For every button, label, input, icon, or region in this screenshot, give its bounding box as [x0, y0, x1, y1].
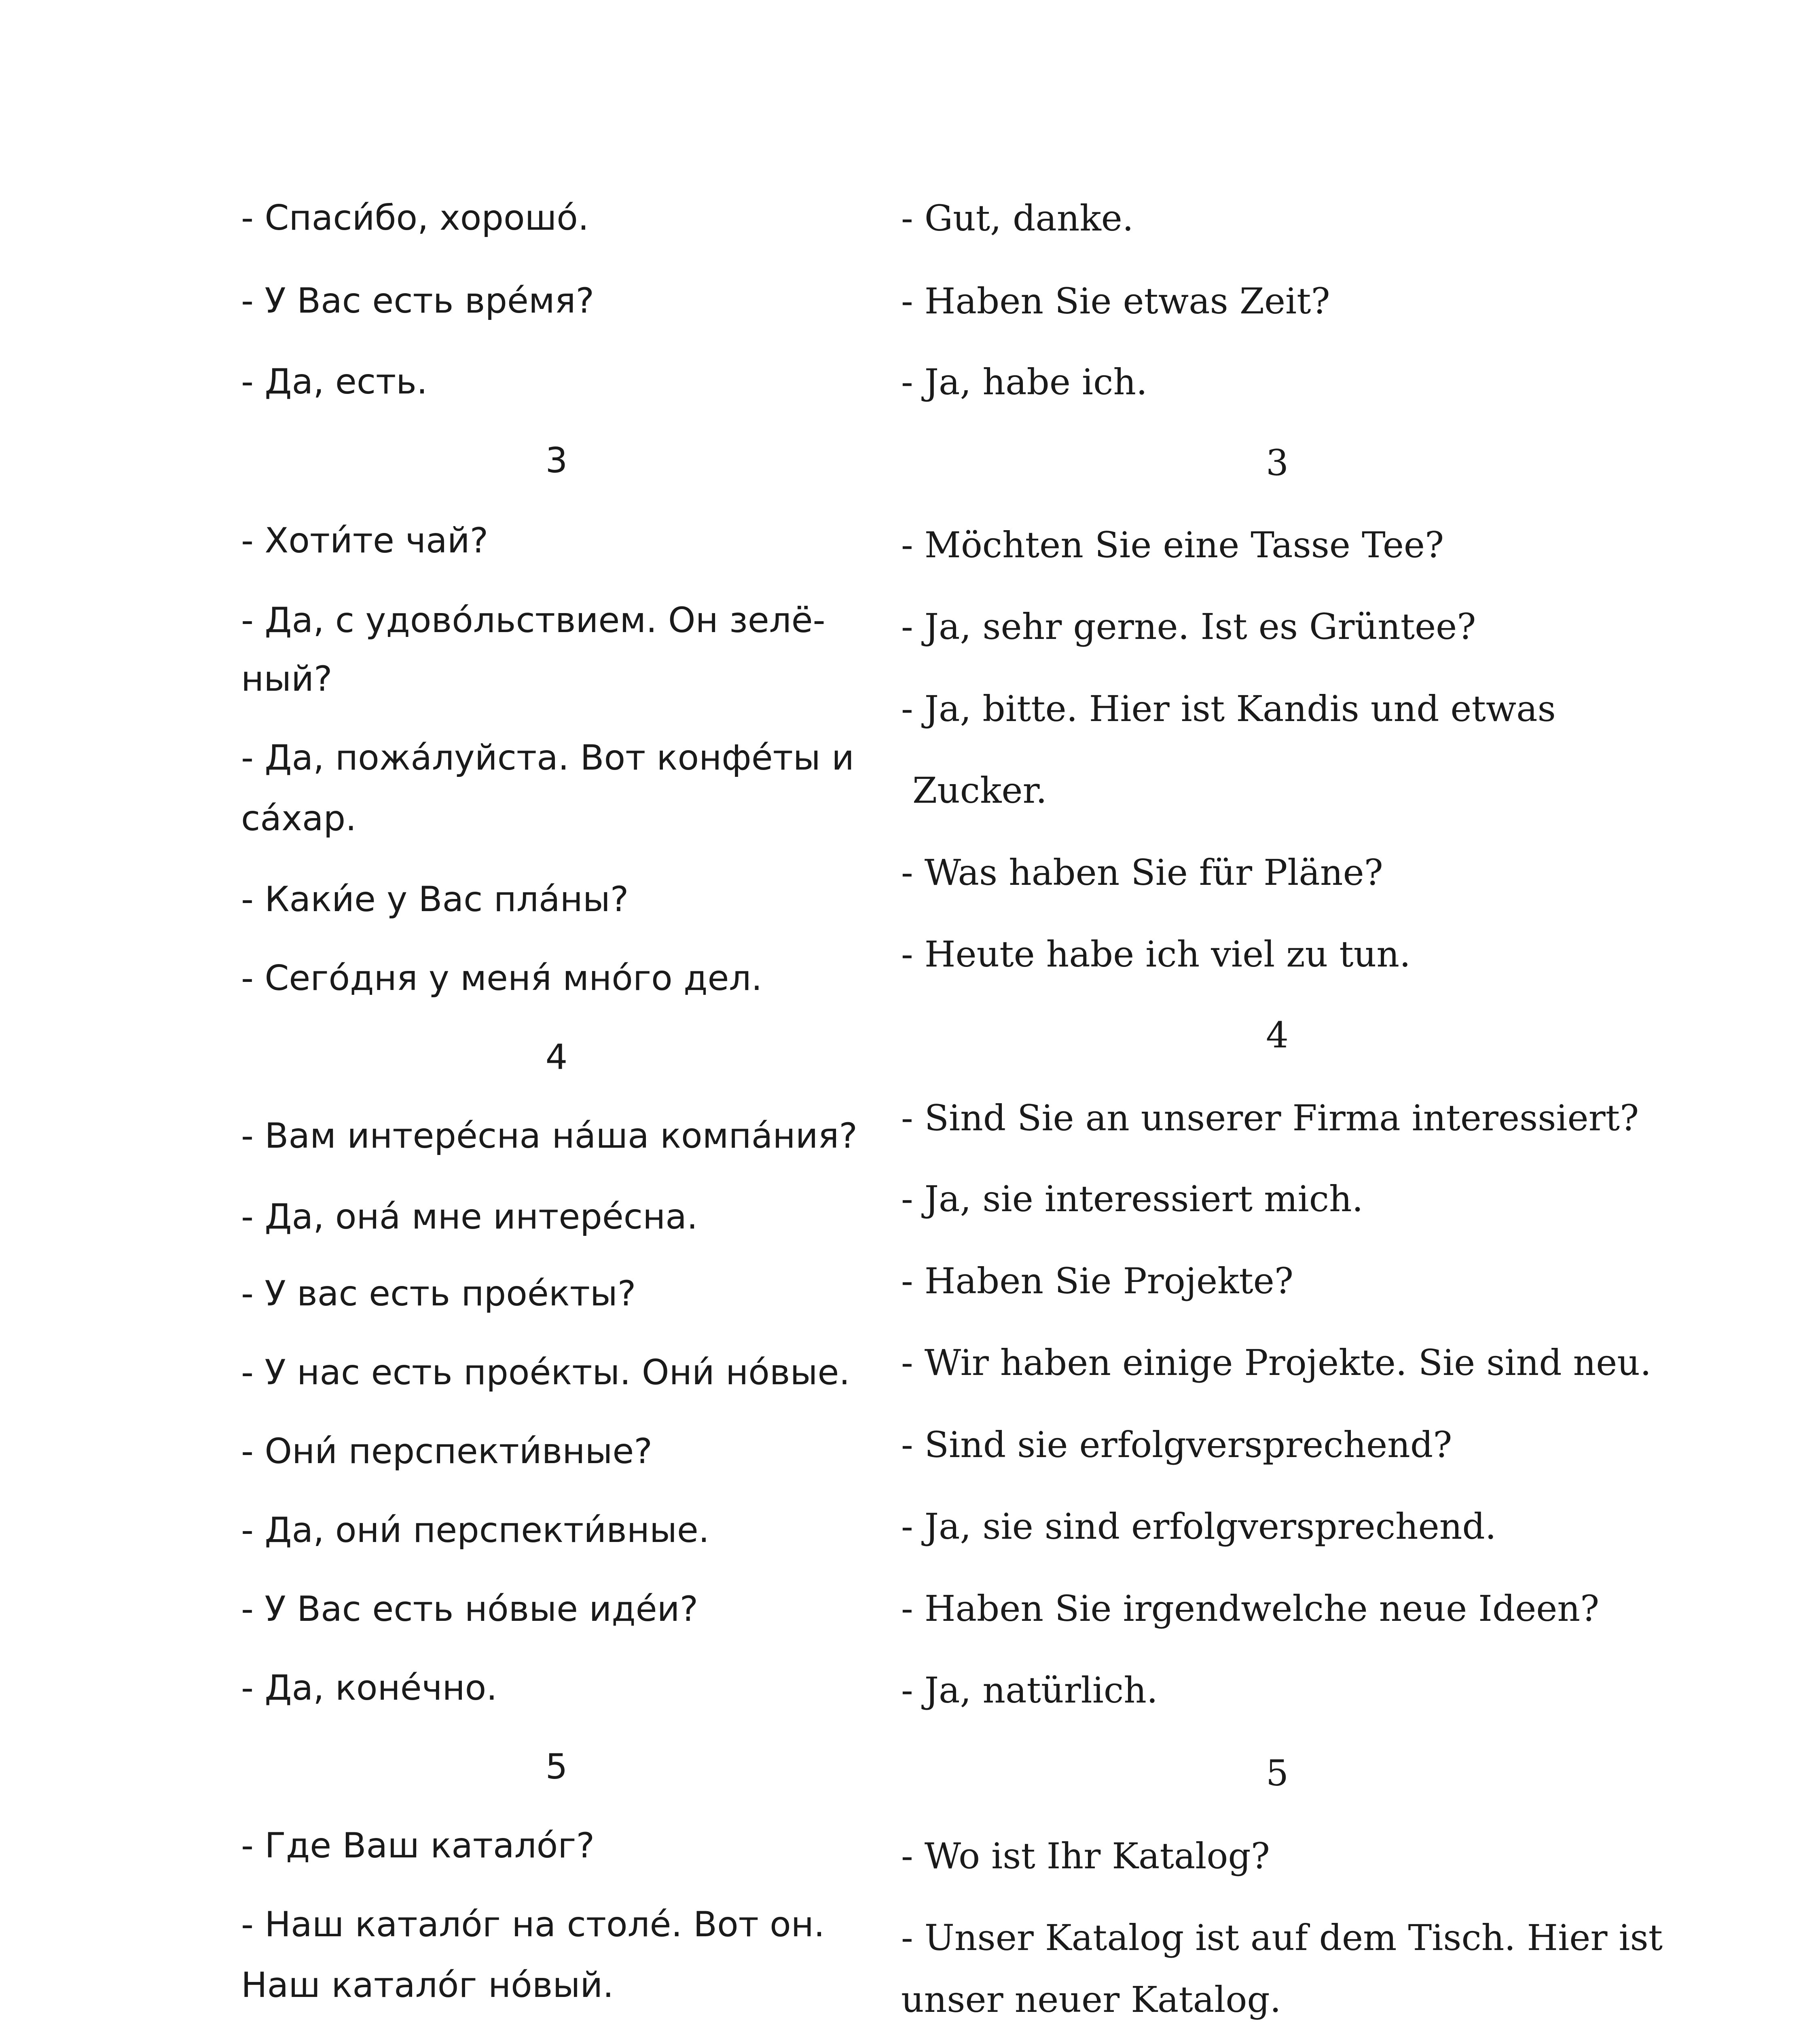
de-line: - Wo ist Ihr Katalog? — [901, 1835, 1270, 1877]
ru-line: ный? — [241, 659, 332, 699]
de-line: - Heute habe ich viel zu tun. — [901, 933, 1411, 975]
ru-line: - Да, с удово́льствием. Он зелё- — [241, 600, 825, 641]
de-line: - Möchten Sie eine Tasse Tee? — [901, 524, 1444, 566]
section-number: 3 — [545, 440, 568, 481]
de-line: - Sind Sie an unserer Firma interessiert? — [901, 1097, 1639, 1139]
de-line: unser neuer Katalog. — [901, 1979, 1281, 2020]
de-line: - Sind sie erfolgversprechend? — [901, 1424, 1452, 1466]
de-line: - Ja, bitte. Hier ist Kandis und etwas — [901, 688, 1556, 730]
ru-line: са́хар. — [241, 798, 357, 839]
de-line: - Ja, sehr gerne. Ist es Grüntee? — [901, 606, 1476, 647]
section-number: 3 — [1266, 442, 1289, 484]
ru-line: - Каки́е у Вас пла́ны? — [241, 879, 629, 920]
de-line: - Haben Sie Projekte? — [901, 1260, 1294, 1302]
ru-line: - Да, есть. — [241, 362, 428, 402]
de-line: - Ja, habe ich. — [901, 361, 1147, 403]
ru-line: - Хоти́те чай? — [241, 520, 489, 561]
ru-line: - Да, пожа́луйста. Вот конфе́ты и — [241, 738, 854, 778]
de-line: - Unser Katalog ist auf dem Tisch. Hier ist — [901, 1917, 1663, 1959]
ru-line: Наш катало́г но́вый. — [241, 1965, 614, 2005]
section-number: 4 — [545, 1037, 568, 1077]
section-number: 4 — [1266, 1014, 1289, 1056]
ru-line: - Да, она́ мне интере́сна. — [241, 1197, 698, 1237]
ru-line: - Спаси́бо, хорошо́. — [241, 198, 589, 238]
de-line: - Gut, danke. — [901, 197, 1134, 239]
de-line: - Wir haben einige Projekte. Sie sind neu. — [901, 1342, 1651, 1383]
ru-line: - У Вас есть но́вые иде́и? — [241, 1589, 698, 1629]
ru-line: - Наш катало́г на столе́. Вот он. — [241, 1904, 825, 1945]
ru-line: - Вам интере́сна на́ша компа́ния? — [241, 1116, 857, 1156]
ru-line: - У Вас есть вре́мя? — [241, 281, 595, 321]
de-line: - Ja, sie interessiert mich. — [901, 1178, 1363, 1220]
ru-line: - Где Ваш катало́г? — [241, 1825, 595, 1866]
de-line: - Was haben Sie für Pläne? — [901, 852, 1383, 893]
de-line: - Haben Sie etwas Zeit? — [901, 280, 1330, 322]
ru-line: - Да, коне́чно. — [241, 1668, 497, 1708]
section-number: 5 — [1266, 1752, 1289, 1794]
de-line: Zucker. — [901, 770, 1047, 811]
ru-line: - Они́ перспекти́вные? — [241, 1431, 652, 1472]
de-line: - Ja, sie sind erfolgversprechend. — [901, 1506, 1496, 1547]
ru-line: - Сего́дня у меня́ мно́го дел. — [241, 958, 762, 998]
ru-line: - У нас есть прое́кты. Они́ но́вые. — [241, 1352, 850, 1393]
ru-line: - У вас есть прое́кты? — [241, 1273, 636, 1314]
de-line: - Haben Sie irgendwelche neue Ideen? — [901, 1588, 1600, 1629]
de-line: - Ja, natürlich. — [901, 1669, 1158, 1711]
ru-line: - Да, они́ перспекти́вные. — [241, 1510, 710, 1550]
section-number: 5 — [545, 1747, 568, 1787]
